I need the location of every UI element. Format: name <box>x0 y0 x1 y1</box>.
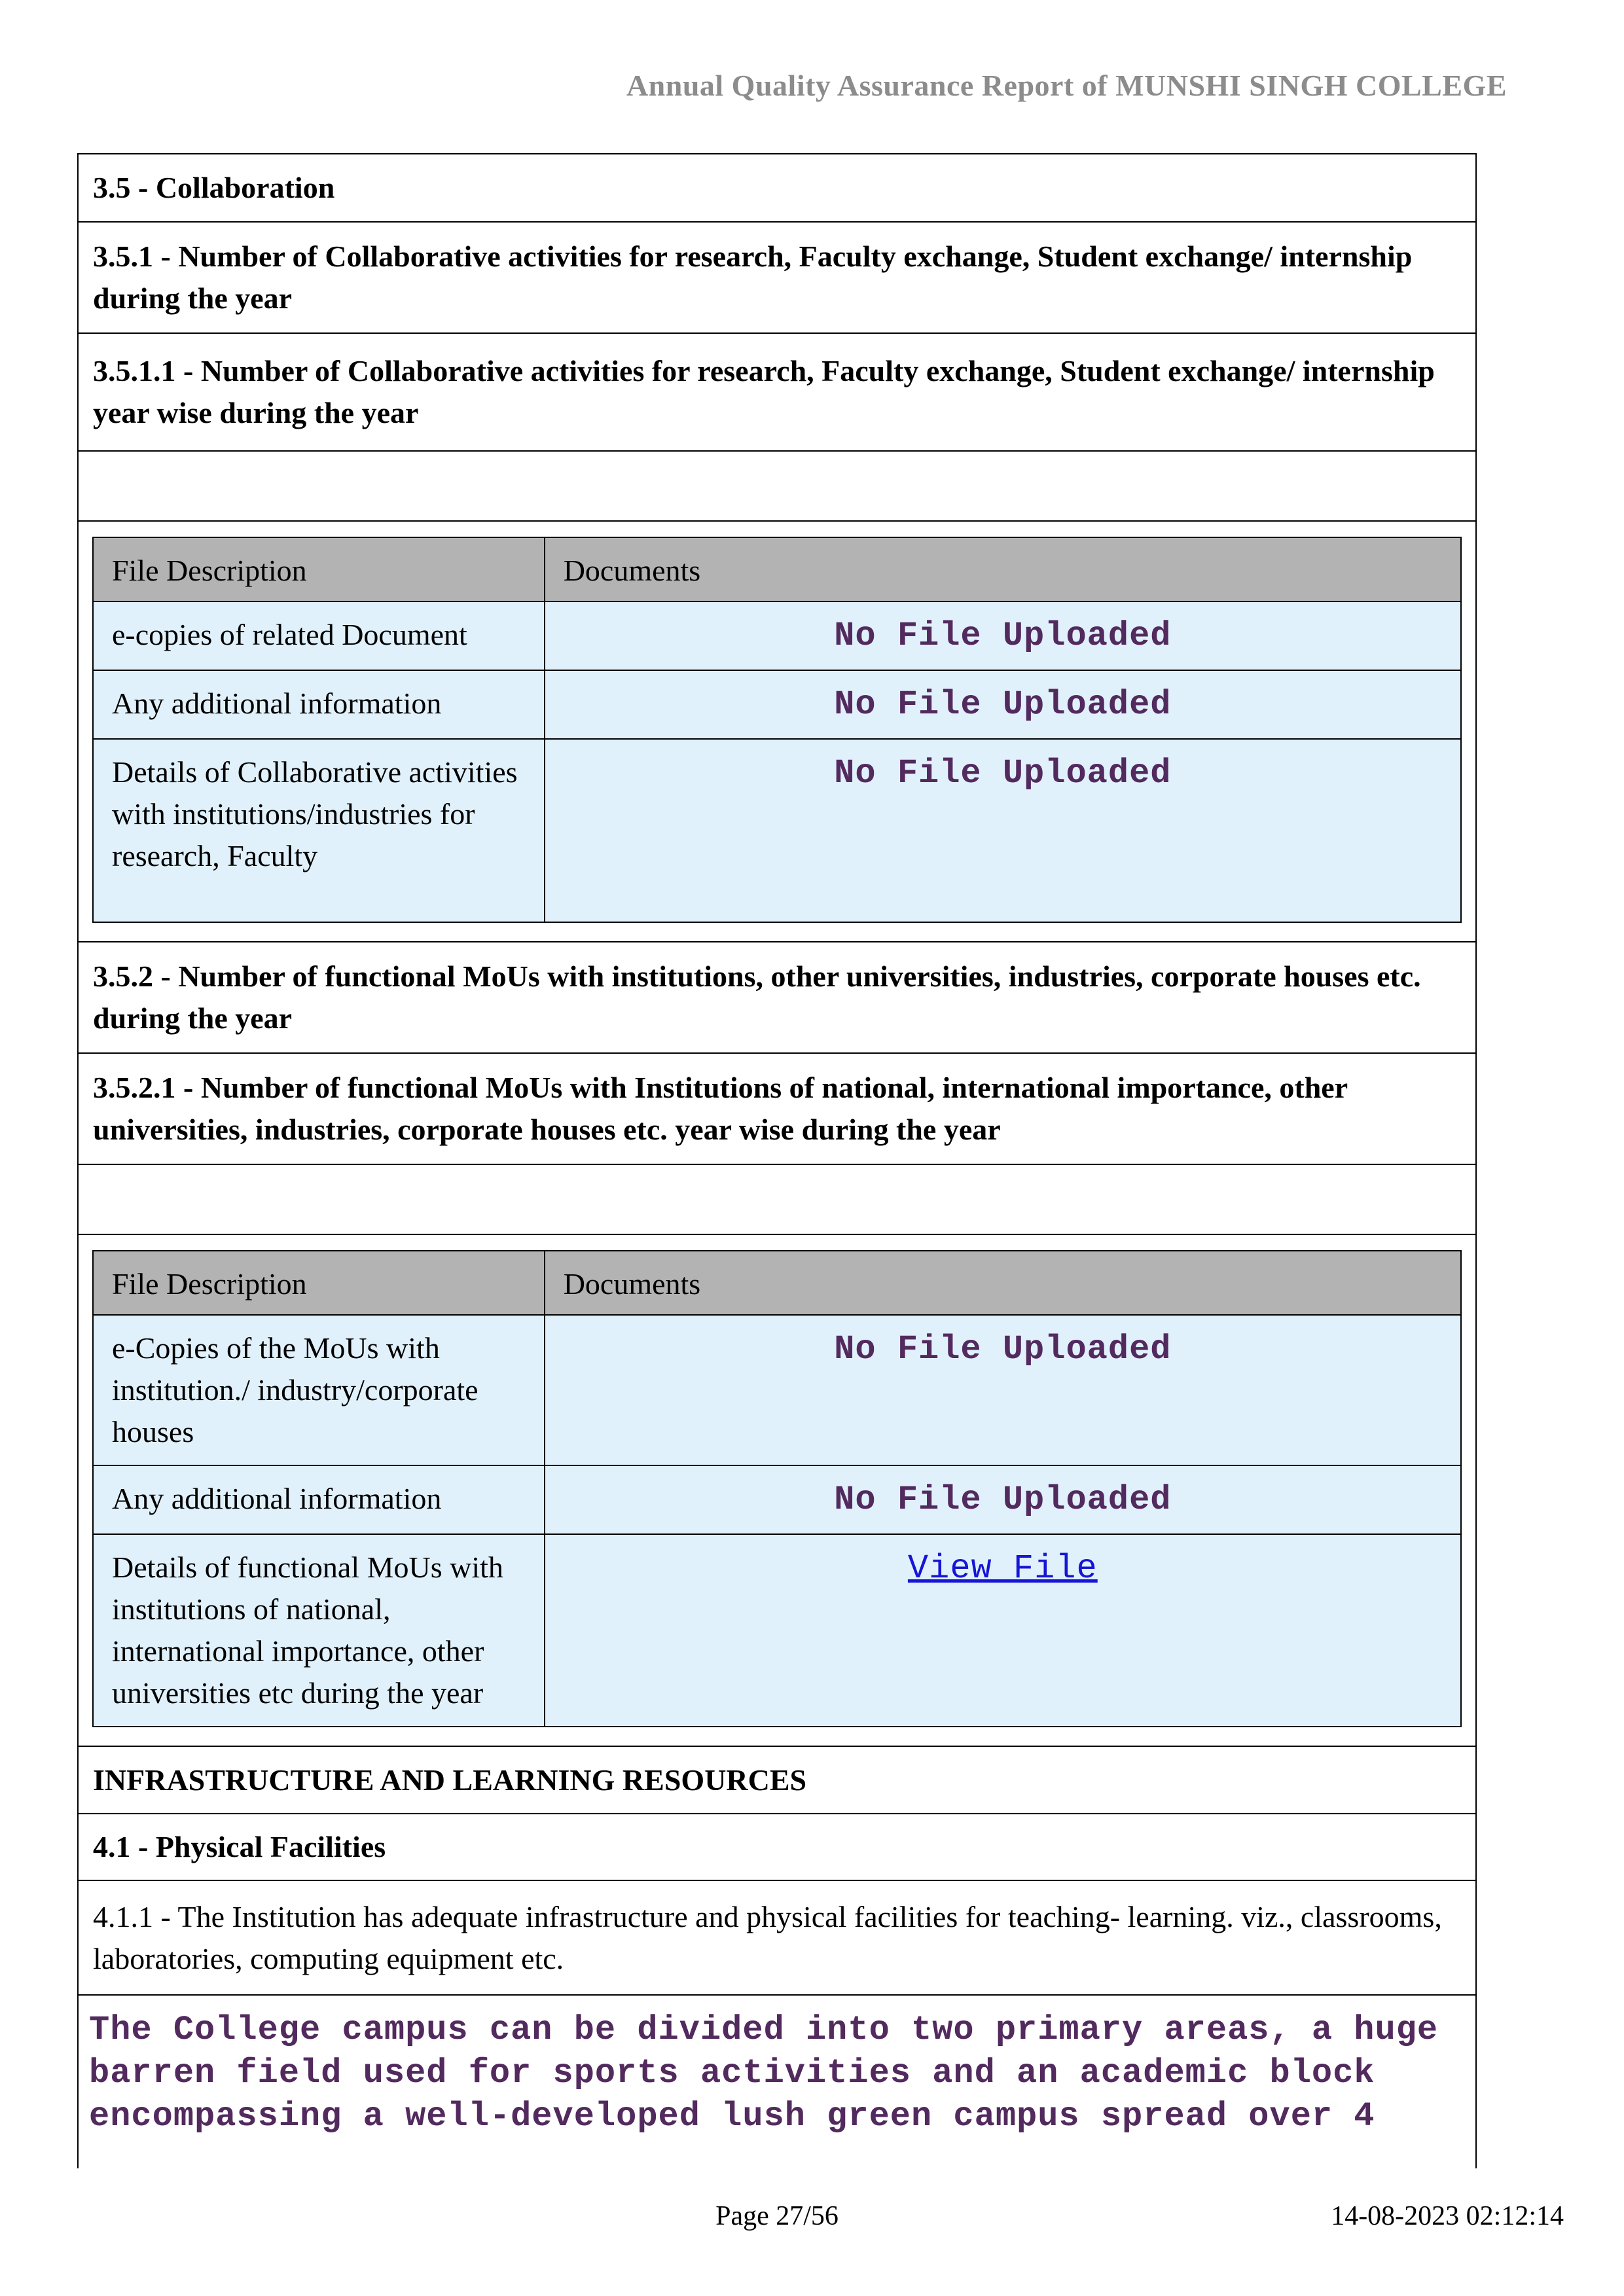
table-row <box>78 154 1476 222</box>
table-row <box>78 451 1476 521</box>
table-row <box>78 942 1476 1053</box>
no-file-uploaded-status: No File Uploaded <box>545 1315 1461 1465</box>
file-description-cell: Details of Collaborative activities with institutions/industries for research, Faculty <box>93 739 545 922</box>
table-row <box>78 333 1476 451</box>
no-file-uploaded-status: No File Uploaded <box>545 601 1461 670</box>
file-table-1-container <box>78 521 1476 942</box>
table-row <box>78 1814 1476 1880</box>
file-table-1 <box>92 537 1462 923</box>
section-3-5-1-heading: 3.5.1 - Number of Collaborative activities for research, Faculty exchange, Student exchange/ internship during the year <box>78 222 1476 333</box>
page-title: Annual Quality Assurance Report of MUNSHI SINGH COLLEGE <box>626 69 1507 102</box>
table-row <box>78 1234 1476 1746</box>
file-description-cell: e-copies of related Document <box>93 601 545 670</box>
table-row <box>78 1053 1476 1164</box>
file-table-2-container <box>78 1234 1476 1746</box>
table-row <box>78 1880 1476 1995</box>
section-4-1-1-text: 4.1.1 - The Institution has adequate infrastructure and physical facilities for teaching- learning. viz., classrooms, laboratories, computing equipment etc. <box>78 1880 1476 1995</box>
table-row <box>93 601 1461 670</box>
documents-header: Documents <box>545 1251 1461 1315</box>
section-3-5-2-heading: 3.5.2 - Number of functional MoUs with institutions, other universities, industries, corporate houses etc. during the year <box>78 942 1476 1053</box>
table-row <box>93 1465 1461 1534</box>
file-description-header: File Description <box>93 537 545 601</box>
campus-description-line: encompassing a well-developed lush green campus spread over 4 <box>89 2097 1375 2136</box>
file-description-cell: Any additional information <box>93 1465 545 1534</box>
table-row <box>78 222 1476 333</box>
table-header-row <box>93 537 1461 601</box>
no-file-uploaded-status: No File Uploaded <box>545 739 1461 922</box>
campus-description-line: The College campus can be divided into two primary areas, a huge <box>89 2011 1439 2049</box>
file-description-cell: e-Copies of the MoUs with institution./ industry/corporate houses <box>93 1315 545 1465</box>
table-row <box>93 1315 1461 1465</box>
table-row <box>78 1164 1476 1234</box>
table-header-row <box>93 1251 1461 1315</box>
file-description-cell: Any additional information <box>93 670 545 739</box>
table-row <box>78 1995 1476 2168</box>
table-row <box>93 739 1461 922</box>
table-row <box>93 670 1461 739</box>
page-number: Page 27/56 <box>715 2201 839 2231</box>
report-timestamp: 14-08-2023 02:12:14 <box>1331 2201 1564 2231</box>
no-file-uploaded-status: No File Uploaded <box>545 1465 1461 1534</box>
table-row <box>78 1746 1476 1814</box>
empty-row <box>78 451 1476 521</box>
documents-header: Documents <box>545 537 1461 601</box>
section-3-5-2-1-heading: 3.5.2.1 - Number of functional MoUs with Institutions of national, international importance, other universities, industries, corporate houses etc. year wise during the year <box>78 1053 1476 1164</box>
empty-row <box>78 1164 1476 1234</box>
section-3-5-1-1-heading: 3.5.1.1 - Number of Collaborative activities for research, Faculty exchange, Student exchange/ internship year wise during the year <box>78 333 1476 451</box>
criterion-table <box>77 153 1477 2168</box>
file-description-header: File Description <box>93 1251 545 1315</box>
no-file-uploaded-status: No File Uploaded <box>545 670 1461 739</box>
view-file-link[interactable]: View File <box>907 1549 1098 1588</box>
infrastructure-section-heading: INFRASTRUCTURE AND LEARNING RESOURCES <box>78 1746 1476 1814</box>
file-description-cell: Details of functional MoUs with institutions of national, international importance, other universities etc during the year <box>93 1534 545 1727</box>
campus-description-text <box>78 1995 1476 2168</box>
view-file-cell <box>545 1534 1461 1727</box>
campus-description-line: barren field used for sports activities and an academic block <box>89 2054 1375 2092</box>
file-table-2 <box>92 1250 1462 1727</box>
table-row <box>78 521 1476 942</box>
table-row <box>93 1534 1461 1727</box>
section-3-5-heading: 3.5 - Collaboration <box>78 154 1476 222</box>
section-4-1-heading: 4.1 - Physical Facilities <box>78 1814 1476 1880</box>
